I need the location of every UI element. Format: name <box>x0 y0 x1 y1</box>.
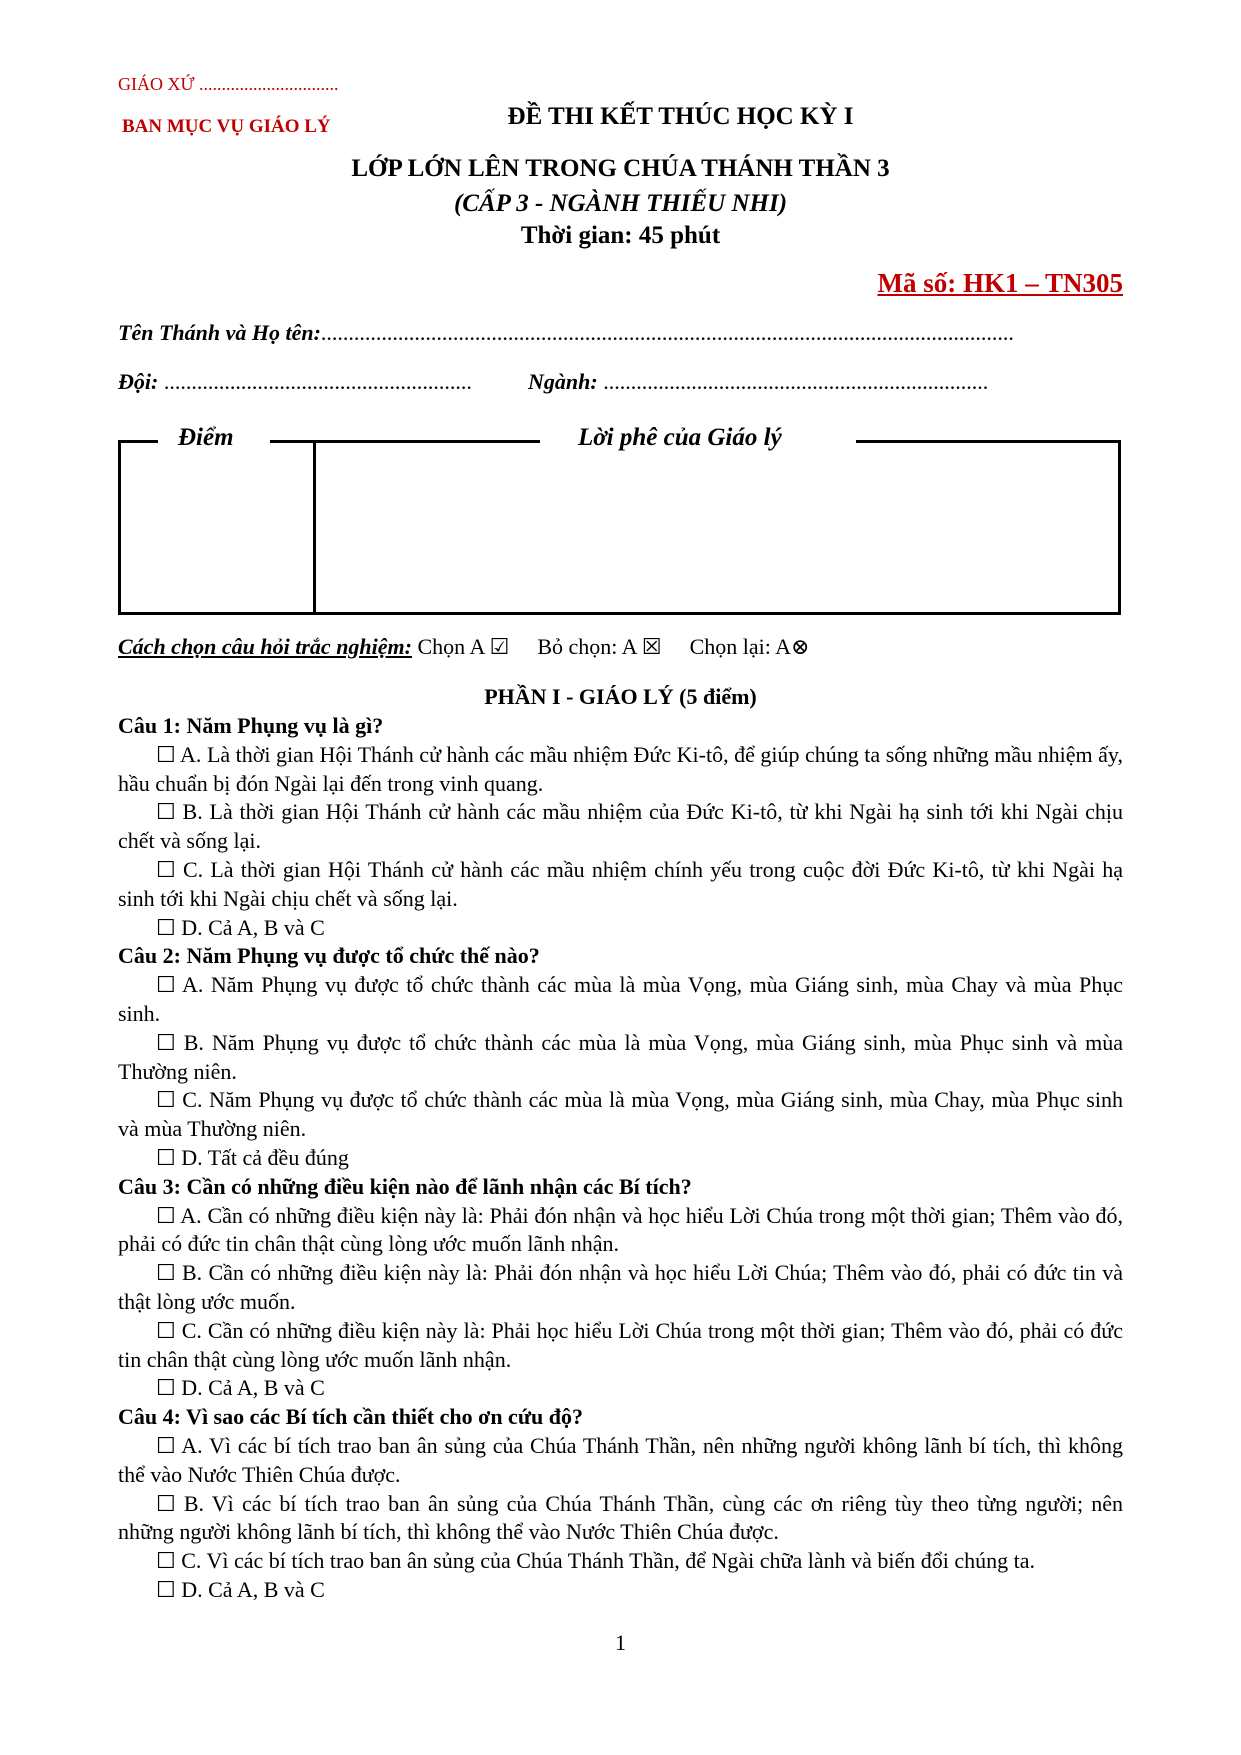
answer-option[interactable]: ☐ D. Tất cả đều đúng <box>156 1144 349 1170</box>
question-title: Câu 3: Cần có những điều kiện nào để lãnh nhận các Bí tích? <box>118 1173 692 1199</box>
answer-option[interactable]: ☐ C. Năm Phụng vụ được tổ chức thành các mùa là mùa Vọng, mùa Giáng sinh, mùa Chay, mùa Phục sinh và mùa Thường niên. <box>118 1087 1123 1142</box>
answer-instructions <box>118 634 809 660</box>
team-dots: ........................................................ <box>163 369 472 394</box>
answer-option[interactable]: ☐ A. Là thời gian Hội Thánh cử hành các mầu nhiệm Đức Ki-tô, để giúp chúng ta sống những mầu nhiệm ấy, hầu chuẩn bị đón Ngài lại đến trong vinh quang. <box>118 741 1123 796</box>
answer-option[interactable]: ☐ C. Cần có những điều kiện này là: Phải học hiểu Lời Chúa trong một thời gian; Thêm vào đó, phải có đức tin chân thật cùng lòng ước muốn lãnh nhận. <box>118 1317 1123 1372</box>
score-box-top-line <box>856 440 1121 443</box>
page-number: 1 <box>615 1630 626 1655</box>
exam-code: Mã số: HK1 – TN305 <box>877 268 1123 298</box>
instruction-rechoose: Chọn lại: A⊗ <box>689 634 810 659</box>
question-list <box>118 712 1123 1605</box>
part-title: PHẦN I - GIÁO LÝ (5 điểm) <box>484 684 757 709</box>
answer-option[interactable]: ☐ D. Cả A, B và C <box>156 1576 325 1602</box>
name-field[interactable] <box>118 320 1014 346</box>
answer-option[interactable]: ☐ C. Vì các bí tích trao ban ân sủng của Chúa Thánh Thần, để Ngài chữa lành và biến đổi chúng ta. <box>156 1548 1036 1574</box>
score-label: Điểm <box>178 424 234 451</box>
team-field[interactable] <box>118 369 472 395</box>
score-box-top-line <box>270 440 540 443</box>
board-name: BAN MỤC VỤ GIÁO LÝ <box>122 116 331 137</box>
score-box-top-line <box>118 440 158 443</box>
level-line: (CẤP 3 - NGÀNH THIẾU NHI) <box>453 190 788 217</box>
answer-option[interactable]: ☐ A. Cần có những điều kiện này là: Phải đón nhận và học hiểu Lời Chúa trong một thời gian; Thêm vào đó, phải có đức tin chân thật cùng lòng ước muốn lãnh nhận. <box>118 1202 1123 1257</box>
duration-line: Thời gian: 45 phút <box>520 222 721 249</box>
instruction-unchoose: Bỏ chọn: A ☒ <box>537 634 662 659</box>
branch-dots: ...................................................................... <box>603 369 989 394</box>
answer-option[interactable]: ☐ A. Vì các bí tích trao ban ân sủng của Chúa Thánh Thần, nên những người không lãnh bí tích, thì không thể vào Nước Thiên Chúa được. <box>118 1432 1123 1487</box>
instructions-label: Cách chọn câu hỏi trắc nghiệm: <box>118 634 412 659</box>
parish-line: GIÁO XỨ ............................... <box>118 74 339 94</box>
question-title: Câu 4: Vì sao các Bí tích cần thiết cho ơn cứu độ? <box>118 1404 583 1430</box>
answer-option[interactable]: ☐ D. Cả A, B và C <box>156 1375 325 1401</box>
answer-option[interactable]: ☐ D. Cả A, B và C <box>156 914 325 940</box>
score-box-divider <box>313 440 316 615</box>
exam-title: ĐỀ THI KẾT THÚC HỌC KỲ I <box>507 103 854 130</box>
answer-option[interactable]: ☐ A. Năm Phụng vụ được tổ chức thành các mùa là mùa Vọng, mùa Giáng sinh, mùa Chay và mùa Phục sinh. <box>118 972 1123 1026</box>
answer-option[interactable]: ☐ B. Năm Phụng vụ được tổ chức thành các mùa là mùa Vọng, mùa Giáng sinh, mùa Phục sinh và mùa Thường niên. <box>118 1029 1123 1084</box>
instruction-choose: Chọn A ☑ <box>417 634 510 659</box>
answer-option[interactable]: ☐ B. Cần có những điều kiện này là: Phải đón nhận và học hiểu Lời Chúa; Thêm vào đó, phải có đức tin và thật lòng ước muốn. <box>118 1260 1123 1314</box>
class-name: LỚP LỚN LÊN TRONG CHÚA THÁNH THẦN 3 <box>351 155 890 182</box>
answer-option[interactable]: ☐ C. Là thời gian Hội Thánh cử hành các mầu nhiệm chính yếu trong cuộc đời Đức Ki-tô, từ khi Ngài hạ sinh tới khi Ngài chịu chết và sống lại. <box>118 856 1123 911</box>
answer-option[interactable]: ☐ B. Vì các bí tích trao ban ân sủng của Chúa Thánh Thần, cùng các ơn riêng tùy theo từng người; nên những người không lãnh bí tích, thì không thể vào Nước Thiên Chúa được. <box>118 1490 1123 1545</box>
answer-option[interactable]: ☐ B. Là thời gian Hội Thánh cử hành các mầu nhiệm của Đức Ki-tô, từ khi Ngài hạ sinh tới khi Ngài chịu chết và sống lại. <box>118 799 1123 854</box>
comment-label: Lời phê của Giáo lý <box>578 424 782 451</box>
name-label: Tên Thánh và Họ tên: <box>118 320 321 345</box>
branch-label: Ngành: <box>528 369 598 394</box>
score-box <box>118 440 1121 615</box>
team-label: Đội: <box>118 369 159 394</box>
name-dots: .............................................................................................................................. <box>320 320 1014 345</box>
question-title: Câu 2: Năm Phụng vụ được tổ chức thế nào? <box>118 943 540 969</box>
question-title: Câu 1: Năm Phụng vụ là gì? <box>118 713 384 738</box>
branch-field[interactable] <box>528 369 988 395</box>
